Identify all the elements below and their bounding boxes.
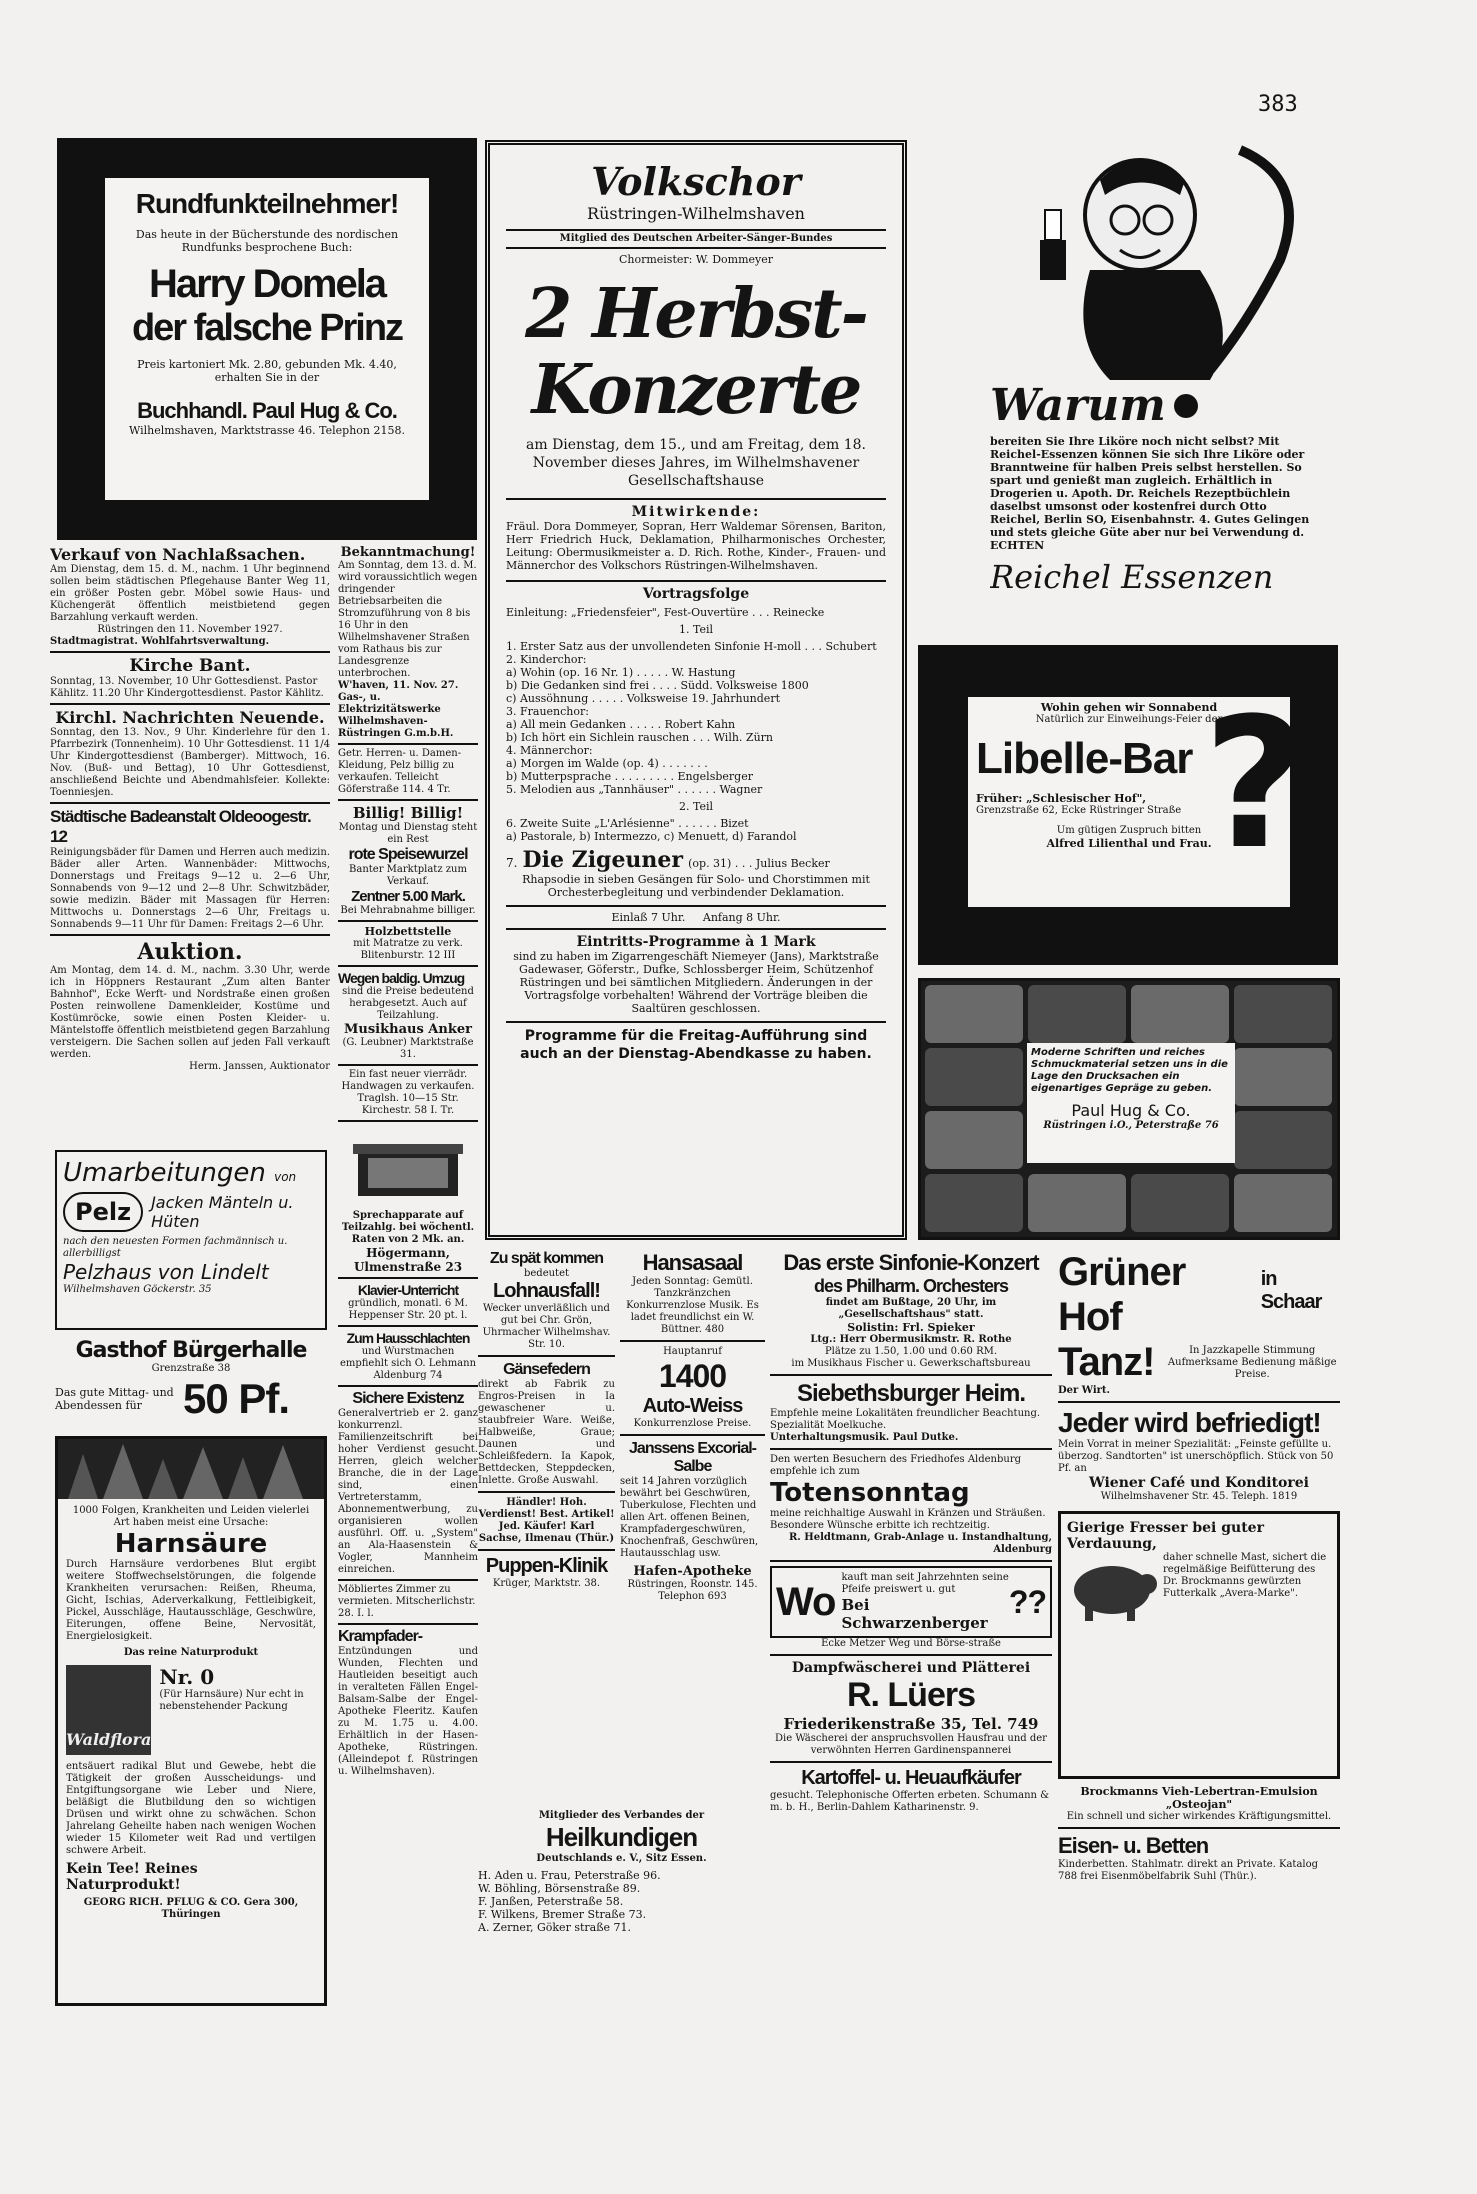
bottom-col6 <box>1058 1250 1340 2010</box>
sieben: Siebethsburger Heim. <box>796 1380 1026 1407</box>
wegen-text: sind die Preise bedeutend herabgesetzt. Auch auf Teilzahlung. <box>342 986 474 1021</box>
warum-dot <box>1174 394 1198 418</box>
pelz-von: von <box>274 1170 297 1184</box>
einleitung: Einleitung: „Friedensfeier", Fest-Ouvertüre . . . Reinecke <box>506 606 825 619</box>
volkschor-member: Mitglied des Deutschen Arbeiter-Sänger-Bundes <box>506 229 886 249</box>
eisen-title: Eisen- u. Betten <box>1058 1833 1209 1858</box>
wiener: Wiener Café und Konditorei <box>1089 1475 1309 1491</box>
heilkundiger-entry: W. Böhling, Börsenstraße 89. <box>478 1882 641 1895</box>
zigeuner-op: (op. 31) . . . Julius Becker <box>688 857 830 870</box>
volkschor-footer: Programme für die Freitag-Aufführung sind auch an der Dienstag-Abendkasse zu haben. <box>520 1028 872 1062</box>
headline1: 2 Herbst- <box>525 274 867 354</box>
volkschor-place: Rüstringen-Wilhelmshaven <box>587 204 805 223</box>
heil-list <box>478 1869 765 1934</box>
wo-big: Wo <box>776 1579 836 1624</box>
programm-title: Vortragsfolge <box>642 586 750 602</box>
wecker: Wecker unverläßlich und gut bei Chr. Grön, Uhrmacher Wilhelmshav. Str. 10. <box>482 1303 611 1350</box>
libelle-intro: Natürlich zur Einweihungs-Feier der <box>1035 714 1223 725</box>
gasthof-addr: Grenzstraße 38 <box>151 1363 231 1374</box>
haus: Zum Hausschlachten <box>346 1330 470 1346</box>
totensonntag: Totensonntag <box>770 1478 970 1508</box>
programme-list-2 <box>506 817 886 843</box>
ornament-tile <box>1131 1174 1229 1232</box>
ornament-tile <box>1028 1174 1126 1232</box>
heilkundiger-entry: A. Zerner, Göker straße 71. <box>478 1921 632 1934</box>
wegen: Wegen baldig. Umzug <box>338 970 465 986</box>
auto-number: 1400 <box>658 1358 727 1394</box>
jeder: Jeder wird befriedigt! <box>1058 1407 1321 1438</box>
bottom-col4 <box>620 1250 765 1810</box>
sprech: Sprechapparate auf Teilzahlg. bei wöchentl. Raten von 2 Mk. an. <box>341 1210 475 1245</box>
zigeuner-title: Die Zigeuner <box>522 847 684 873</box>
kramp: Krampfader- <box>338 1628 423 1645</box>
warum-title: Warum <box>990 380 1166 431</box>
nachr-title: Kirchl. Nachrichten Neuende. <box>55 708 325 727</box>
brockmann-sub: Ein schnell und sicher wirkendes Kräftigungsmittel. <box>1066 1811 1332 1822</box>
gruener: Grüner Hof <box>1058 1250 1186 1339</box>
speise: rote Speisewurzel <box>348 846 468 863</box>
heilkundiger-entry: F. Janßen, Peterstraße 58. <box>478 1895 624 1908</box>
hansa-title: Hansasaal <box>642 1250 743 1275</box>
headline2: Konzerte <box>531 350 861 430</box>
book-author: Harry Domela <box>148 262 386 306</box>
verkauf-text: Am Dienstag, dem 15. d. M., nachm. 1 Uhr beginnend sollen beim städtischen Pflegehause Banter Weg 11, ein größer Posten gebr. Möbel sowie Haus- und Küchengerät öffentlich meistbietend gegen Barzahlung verkauft werden. <box>50 564 330 623</box>
sieben-sig: Unterhaltungsmusik. Paul Dutke. <box>770 1432 959 1443</box>
pelz-ad <box>55 1150 327 1330</box>
hafen: Hafen-Apotheke <box>633 1564 752 1579</box>
hafen-text: Rüstringen, Roonstr. 145. Telephon 693 <box>627 1579 758 1602</box>
heilkundige-ad <box>478 1810 765 2010</box>
col1-notices <box>50 545 330 1145</box>
libelle-owners: Alfred Lilienthal und Frau. <box>1046 837 1212 850</box>
reichel-brand: Reichel Essenzen <box>990 558 1274 596</box>
volkschor-chorleiter: Chormeister: W. Dommeyer <box>618 253 774 266</box>
gramophone-icon <box>343 1126 473 1206</box>
brockmann: Brockmanns Vieh-Lebertran-Emulsion „Osteojan" <box>1080 1785 1318 1811</box>
auktion-text: Am Montag, dem 14. d. M., nachm. 3.30 Uhr, werde ich in Höppners Restaurant „Zum alten Banter Bahnhof", Ecke Werft- und Nordstraße einen großen Posten reinwollene Damenkleider, Kostüme und Kostümröcke, sowie einen Posten Kleider- u. Mäntelstoffe öffentlich meistbietend gegen Barzahlung versteigern. Die Sachen sollen auf jeden Fall verkauft werden. <box>50 965 330 1060</box>
bekannt-title: Bekanntmachung! <box>340 545 476 560</box>
book-title: der falsche Prinz <box>131 307 403 349</box>
rundfunk-ad <box>57 138 477 540</box>
einlass: Einlaß 7 Uhr. Anfang 8 Uhr. <box>611 911 781 924</box>
bade-title: Städtische Badeanstalt Oldeoogestr. 12 <box>50 807 311 846</box>
pig-icon <box>1067 1552 1157 1622</box>
programme-item: b) Mutterpsprache . . . . . . . . . Engelsberger <box>506 770 753 783</box>
daempf: Dampfwäscherei und Plätterei <box>791 1660 1031 1676</box>
paulhug-text: Moderne Schriften und reiches Schmuckmaterial setzen uns in die Lage den Drucksachen ein eigenartiges Gepräge zu geben. <box>1031 1047 1228 1094</box>
wo-q: ?? <box>1008 1583 1046 1620</box>
pelz-items: Jacken Mänteln u. Hüten <box>151 1193 294 1231</box>
auto-name: Auto-Weiss <box>642 1395 743 1417</box>
zentner-sub: Bei Mehrabnahme billiger. <box>340 905 476 916</box>
sinf-leitung: Ltg.: Herr Obermusikmstr. R. Rothe <box>810 1334 1012 1345</box>
programme-item: c) Aussöhnung . . . . . Volksweise 19. Jahrhundert <box>506 692 780 705</box>
pelz-title: Umarbeitungen <box>63 1158 266 1188</box>
kartoffel-text: gesucht. Telephonische Offerten erbeten. Schumann & m. b. H., Berlin-Dahlem Katharinenstr. 9. <box>770 1790 1050 1813</box>
handwagen-addr: Traglsh. 10—15 Str. Kirchestr. 58 I. Tr. <box>357 1093 459 1116</box>
bade-text: Reinigungsbäder für Damen und Herren auch medizin. Bäder aller Arten. Wannenbäder: Mittwochs, Donnerstags und Freitags 9—12 u. 2—6 Uhr, Sonnabends von 9—12 und 2—8 Uhr. Schwitzbäder, sowie medizin. Bäder mit Massagen für Herren: Mittwochs u. Donnerstags 2—6 Uhr, Freitags u. Sonnabends 9—11 Uhr für Damen: Freitags 2—6 Uhr. <box>50 847 330 930</box>
bekannt-sig: W'haven, 11. Nov. 27. Gas-, u. Elektrizitätswerke Wilhelmshaven-Rüstringen G.m.b.H. <box>338 680 459 739</box>
programme-item: b) Die Gedanken sind frei . . . . Südd. Volksweise 1800 <box>506 679 809 692</box>
harn-remedy: Das reine Naturprodukt <box>123 1647 259 1658</box>
gasthof-ad <box>55 1338 327 1430</box>
sichere-text: Generalvertrieb er 2. ganz konkurrenzl. Familienzeitschrift bei hoher Verdienst gesucht. Herren, gleich welcher Branche, die in der Lage sind, einen Vertreterstamm, Abonnementwerbung, zu organisieren wollen ausführl. Off. u. „System" an Ala-Haasenstein & Vogler, Mannheim einreichen. <box>338 1408 478 1575</box>
ornament-tile <box>925 1174 1023 1232</box>
mitwirkende-title: Mitwirkende: <box>631 504 761 520</box>
hansa-text: Jeden Sonntag: Gemütl. Tanzkränzchen Konkurrenzlose Musik. Es ladet freundlichst ein W. Büttner. 480 <box>626 1276 759 1335</box>
programme-item: 3. Frauenchor: <box>506 705 589 718</box>
volkschor-dates: am Dienstag, dem 15., und am Freitag, dem 18. November dieses Jahres, im Wilhelmshavener Gesellschaftshause <box>526 437 866 489</box>
musik-addr: (G. Leubner) Marktstraße 31. <box>342 1037 474 1060</box>
heil-top: Mitglieder des Verbandes der <box>538 1810 705 1821</box>
volkschor-ad: Volkschor Rüstringen-Wilhelmshaven Mitglied des Deutschen Arbeiter-Sänger-Bundes Chormeister: W. Dommeyer 2 Herbst- Konzerte am Dienstag, dem 15., und am Freitag, dem 18. November dieses Jahres, im Wilhelmshavener Gesellschaftshause Mitwirkende: Fräul. Dora Dommeyer, Sopran, Herr Waldemar Sörensen, Bariton, Herr Friedrich Huck, Deklamation, Philharmonisches Orchester, Leitung: Obermusikmeister a. D. Rich. Rothe, Kinder-, Frauen- und Männerchor des Volkschors Rüstringen-Wilhelmshaven. Vortragsfolge Einleitung: „Friedensfeier", Fest-Ouvertüre . . . Reinecke 1. Teil 1. Erster Satz aus der unvollendeten Sinfonie H-moll . . . Schubert 2. Kinderchor: a) Wohin (op. 16 Nr. 1) . . . . . W. Hastung b) Die Gedanken sind frei . . . . Südd. Volksweise 1800 c) Aussöhnung . . . . . Volksweise 19. Jahrhundert 3. Frauenchor: a) All mein Gedanken . . . . . Robert Kahn b) Ich hört ein Sichlein rauschen . . . Wilh. Zürn 4. Männerchor: a) Morgen im Walde (op. 4) . . . . . . . b) Mutterpsprache . . . . . . . . . Engelsberger 5. Melodien aus „Tannhäuser" . . . . . . Wagner 2. Teil 6. Zweite Suite „L'Arlésienne" . . . . . . Bizet a) Pastorale, b) Intermezzo, c) Menuett, d) Farandol 7. Die Zigeuner (op. 31) . . . Julius Becker Rhapsodie in sieben Gesängen für Solo- und Chorstimmen mit Orchesterbegleitung und verbindender Deklamation. Einlaß 7 Uhr. Anfang 8 Uhr. Eintritts-Programme à 1 Mark sind zu haben im Zigarrengeschäft Niemeyer (Jans), Marktstraße Gadewaser, Göferstr., Dufke, Schlossberger Heim, Schützenhof Rüstringen und bei sämtlichen Mitgliedern. Änderungen in der Vortragsfolge vorbehalten! Während der Vorträge bleiben die Saaltüren geschlossen. Programme für die Freitag-Aufführung sind auch an der Dienstag-Abendkasse zu haben. <box>485 140 907 1240</box>
hauptanruf: Hauptanruf <box>663 1346 722 1357</box>
auktion-sig: Herm. Janssen, Auktionator <box>189 1061 330 1072</box>
reichel-ad <box>960 140 1340 640</box>
haus-text: und Wurstmachen empfiehlt sich O. Lehmann Aldenburg 74 <box>339 1346 477 1381</box>
ornament-tile <box>1234 985 1332 1043</box>
pelz-brand: Pelz <box>63 1192 143 1232</box>
col2-notices <box>338 545 478 2005</box>
musikhaus: Musikhaus Anker <box>344 1022 472 1037</box>
libelle-invite: Um gütigen Zuspruch bitten <box>1056 825 1202 836</box>
klavier: Klavier-Unterricht <box>357 1282 459 1298</box>
gierig-text: daher schnelle Mast, sichert die regelmäßige Beifütterung des Dr. Brockmanns gewürzten Futterkalk „Avera-Marke". <box>1163 1552 1327 1599</box>
bottom-col5 <box>770 1250 1052 2010</box>
wo-addr: Ecke Metzer Weg und Börse-straße <box>821 1638 1001 1649</box>
handwagen: Ein fast neuer vierrädr. Handwagen zu verkaufen. <box>341 1069 475 1092</box>
speise-sub: Banter Marktplatz zum Verkauf. <box>349 864 467 887</box>
sinf-title: Das erste Sinfonie-Konzert <box>783 1250 1039 1275</box>
wiener-addr: Wilhelmshavener Str. 45. Teleph. 1819 <box>1100 1491 1298 1502</box>
puppen-addr: Krüger, Marktstr. 38. <box>492 1578 601 1589</box>
ornament-tile <box>925 985 1023 1043</box>
forest-illustration <box>58 1439 324 1499</box>
libelle-question: Wohin gehen wir Sonnabend <box>1040 701 1218 714</box>
kirche-text: Sonntag, 13. November, 10 Uhr Gottesdienst. Pastor Kählitz. 11.20 Uhr Kindergottesdienst. Pastor Kählitz. <box>50 676 324 699</box>
verkauf-title: Verkauf von Nachlaßsachen. <box>50 545 306 564</box>
zentner: Zentner 5.00 Mark. <box>351 888 465 905</box>
hoeger: Högermann, Ulmenstraße 23 <box>353 1246 463 1274</box>
eintritt: Eintritts-Programme à 1 Mark <box>576 934 816 950</box>
harn-text: Durch Harnsäure verdorbenes Blut ergibt weitere Stoffwechselstörungen, die folgende Krankheiten verursachen: Reißen, Rheuma, Gicht, Ischias, Aderverkalkung, Fettleibigkeit, Pickel, Ausschläge, Hautausschläge, Geschwüre, Eiterungen, offene Beine, Nervosität, Energielosigkeit. <box>66 1559 316 1642</box>
wo-top: kauft man seit Jahrzehnten seine Pfeife preiswert u. gut <box>841 1572 1009 1595</box>
toten-intro: Den werten Besuchern des Friedhofes Aldenburg empfehle ich zum <box>770 1454 1022 1477</box>
zigeuner-desc: Rhapsodie in sieben Gesängen für Solo- und Chorstimmen mit Orchesterbegleitung und verbindender Deklamation. <box>522 873 870 899</box>
programme-item: a) Morgen im Walde (op. 4) . . . . . . . <box>506 757 708 770</box>
waldflora-package <box>66 1665 151 1755</box>
harn-title: Harnsäure <box>114 1529 268 1559</box>
ornament-tile <box>1131 985 1229 1043</box>
billig-text: Montag und Dienstag steht ein Rest <box>338 822 478 845</box>
jeder-text: Mein Vorrat in meiner Spezialität: „Feinste gefüllte u. überzog. Sandtorten" ist unerschöpflich. Stück von 50 Pf. an <box>1058 1439 1334 1474</box>
tanz: Tanz! <box>1058 1340 1155 1384</box>
sinf-solist: Solistin: Frl. Spieker <box>847 1321 975 1334</box>
bekannt-text: Am Sonntag, dem 13. d. M. wird voraussichtlich wegen dringender Betriebsarbeiten die Stromzuführung von 8 bis 16 Uhr in den Wilhelmshavener Straßen vom Rathaus bis zur Landesgrenze unterbrochen. <box>338 560 478 679</box>
gasthof-title: Gasthof Bürgerhalle <box>75 1338 307 1363</box>
paulhug-name: Paul Hug & Co. <box>1071 1101 1191 1120</box>
pelz-addr: Wilhelmshaven Göckerstr. 35 <box>63 1284 212 1295</box>
harn-kein: Kein Tee! Reines Naturprodukt! <box>66 1861 198 1893</box>
bookshop-name: Buchhandl. Paul Hug & Co. <box>137 398 397 423</box>
gruener-sig: Der Wirt. <box>1058 1385 1111 1396</box>
sinf-text: findet am Bußtage, 20 Uhr, im „Gesellschaftshaus" statt. <box>825 1297 997 1320</box>
heil-title: Heilkundigen <box>545 1822 698 1852</box>
libelle-ad <box>918 645 1338 965</box>
page-number: 383 <box>1258 92 1298 117</box>
harn-tail: entsäuert radikal Blut und Gewebe, hebt die Tätigkeit der großen Ausscheidungs- und Entgiftungsorgane wie Leber und Niere, beläßigt die Blutbildung den so wichtigen Drüsen und wirkt ohne zu schwächen. Schon Jahrelang Geheilte haben nach wenigen Wochen wieder 15 Kilometer weit Rad und vertilgen schwere Arbeit. <box>66 1761 316 1856</box>
in-schaar: in Schaar <box>1260 1268 1322 1313</box>
waldflora-label: Waldflora <box>66 1730 152 1749</box>
programme-item: b) Ich hört ein Sichlein rauschen . . . Wilh. Zürn <box>506 731 773 744</box>
auto-sub: Konkurrenzlose Preise. <box>633 1418 752 1429</box>
paulhug-ad <box>918 978 1340 1240</box>
harn-footer: GEORG RICH. PFLUG & CO. Gera 300, Thüringen <box>83 1897 299 1920</box>
holz-text: mit Matratze zu verk. Blitenburstr. 12 III <box>353 938 463 961</box>
holz-title: Holzbettstelle <box>364 925 452 938</box>
programme-item: 1. Erster Satz aus der unvollendeten Sinfonie H-moll . . . Schubert <box>506 640 877 653</box>
reichel-text: bereiten Sie Ihre Liköre noch nicht selbst? Mit Reichel-Essenzen können Sie sich Ihre Liköre oder Branntweine für halben Preis selbst herstellen. So spart und genießt man zugleich. Erhältlich in Drogerien u. Apoth. Dr. Reichels Rezeptbüchlein daselbst umsonst oder kostenfrei durch Otto Reichel, Berlin SO, Eisenbahnstr. 4. Gutes Gelingen und stets gleiche Güte aber nur bei Verwendung d. ECHTEN <box>990 435 1310 552</box>
heilkundiger-entry: F. Wilkens, Bremer Straße 73. <box>478 1908 647 1921</box>
bookshop-address: Wilhelmshaven, Marktstrasse 46. Telephon 2158. <box>129 424 405 437</box>
sinf-prices: Plätze zu 1.50, 1.00 und 0.60 RM. <box>824 1346 998 1357</box>
programme-item: a) Pastorale, b) Intermezzo, c) Menuett, d) Farandol <box>506 830 797 843</box>
gaense-text: direkt ab Fabrik zu Engros-Preisen in Ia gewaschener u. staubfreier Ware. Weiße, Halbweiße, Graue; Daunen und Schleißfedern. Ia Kapok, Bettdecken, Steppdecken, Inlette. Große Auswahl. <box>478 1379 615 1486</box>
teil1: 1. Teil <box>678 623 714 636</box>
kramp-text: Entzündungen und Wunden, Flechten und Hautleiden beseitigt auch in veralteten Fällen Engel-Balsam-Salbe der Engel-Apotheke Fleeritz. Kaufen zu M. 1.75 u. 4.00. Erhältlich in der Hasen-Apotheke, Rüstringen. (Alleindepot f. Rüstringen u. Wilhelmshaven). <box>338 1646 478 1777</box>
toten-text: meine reichhaltige Auswahl in Kränzen und Sträußen. Besondere Wünsche erbitte ich rechtzeitig. <box>770 1508 1046 1531</box>
volkschor-title: Volkschor <box>591 159 801 204</box>
spaet-sub: bedeutet <box>523 1268 570 1279</box>
wo-shop: Bei Schwarzenberger <box>841 1596 988 1632</box>
libelle-address: Grenzstraße 62, Ecke Rüstringer Straße <box>976 805 1182 816</box>
janssen: Janssens Excorial-Salbe <box>629 1440 756 1475</box>
janssen-text: seit 14 Jahren vorzüglich bewährt bei Geschwüren, Tuberkulose, Flechten und allen Art. offenen Beinen, Krampfadergeschwüren, Knochenfraß, Geschwüren, Hautausschlag usw. <box>620 1476 759 1559</box>
moebl: Möbliertes Zimmer zu vermieten. Mitscherlichstr. 28. I. l. <box>338 1584 476 1619</box>
ornament-tile <box>1234 1111 1332 1169</box>
book-price: Preis kartoniert Mk. 2.80, gebunden Mk. 4.40, erhalten Sie in der <box>137 358 397 384</box>
haendler: Händler! Hoh. Verdienst! Best. Artikel! Jed. Käufer! Karl Sachse, Ilmenau (Thür.) <box>478 1497 615 1544</box>
verkauf-date: Rüstringen den 11. November 1927. <box>97 624 283 635</box>
spaet-title: Zu spät kommen <box>489 1250 604 1267</box>
programme-item: a) Wohin (op. 16 Nr. 1) . . . . . W. Hastung <box>506 666 736 679</box>
sinf-vvk: im Musikhaus Fischer u. Gewerkschaftsbureau <box>791 1358 1031 1369</box>
pelz-sub: nach den neuesten Formen fachmännisch u. allerbilligst <box>63 1236 288 1259</box>
ornament-tile <box>1028 985 1126 1043</box>
verkauf-sig: Stadtmagistrat. Wohlfahrtsverwaltung. <box>50 636 270 647</box>
luers-text: Die Wäscherei der anspruchsvollen Hausfrau und der verwöhnten Herren Gardinenspannerei <box>775 1733 1047 1756</box>
programme-list <box>506 640 886 796</box>
lohnausfall: Lohnausfall! <box>493 1280 600 1302</box>
programme-item: 6. Zweite Suite „L'Arlésienne" . . . . . . Bizet <box>506 817 749 830</box>
tanz-text: In Jazzkapelle Stimmung Aufmerksame Bedienung mäßige Preise. <box>1167 1344 1337 1380</box>
nr-label: Nr. 0 <box>159 1665 215 1689</box>
toten-sig: R. Heldtmann, Grab-Anlage u. Instandhaltung, Aldenburg <box>789 1532 1052 1555</box>
nr-sub: (Für Harnsäure) Nur echt in nebenstehender Packung <box>159 1689 304 1712</box>
luers: R. Lüers <box>846 1676 976 1714</box>
nachr-text: Sonntag, den 13. Nov., 9 Uhr. Kinderlehre für den 1. Pfarrbezirk (Tonnenheim). 10 Uhr Gottesdienst. 11 1/4 Uhr Kindergottesdienst (Bamberger). Mittwoch, 16. Nov. (Buß- und Bettag), 10 Uhr Gottesdienst, anschließend Beichte und Abendmahlsfeier. Kollekte: Toenniesjen. <box>50 727 330 798</box>
billig-title: Billig! Billig! <box>352 804 464 822</box>
paulhug-city: Rüstringen i.O., Peterstraße 76 <box>1043 1120 1219 1131</box>
kirche-title: Kirche Bant. <box>129 656 251 676</box>
gierig: Gierige Fresser bei guter Verdauung, <box>1067 1520 1264 1552</box>
klavier-text: gründlich, monatl. 6 M. Heppenser Str. 20 pt. l. <box>348 1298 468 1321</box>
teil2: 2. Teil <box>678 800 714 813</box>
gasthof-price: 50 Pf. <box>183 1375 290 1422</box>
harn-top: 1000 Folgen, Krankheiten und Leiden vielerlei Art haben meist eine Ursache: <box>72 1505 310 1528</box>
herren-text: Getr. Herren- u. Damen-Kleidung, Pelz billig zu verkaufen. Telleicht Göferstraße 114. 4 Tr. <box>338 748 462 795</box>
sichere: Sichere Existenz <box>352 1390 464 1407</box>
gasthof-text: Das gute Mittag- und Abendessen für <box>55 1386 174 1412</box>
pelz-shop: Pelzhaus von Lindelt <box>63 1260 269 1284</box>
programme-item: 5. Melodien aus „Tannhäuser" . . . . . . Wagner <box>506 783 763 796</box>
rundfunk-intro: Das heute in der Bücherstunde des nordischen Rundfunks besprochene Buch: <box>135 228 399 254</box>
ornament-tile <box>1234 1048 1332 1106</box>
libelle-former: Früher: „Schlesischer Hof", <box>976 792 1147 805</box>
rundfunk-title: Rundfunkteilnehmer! <box>135 188 399 219</box>
heilkundiger-entry: H. Aden u. Frau, Peterstraße 96. <box>478 1869 661 1882</box>
auktion-title: Auktion. <box>137 939 243 965</box>
puppen: Puppen-Klinik <box>485 1555 608 1577</box>
drinking-man-illustration <box>1010 140 1310 390</box>
vorverkauf: sind zu haben im Zigarrengeschäft Niemeyer (Jans), Marktstraße Gadewaser, Göferstr., Dufke, Schlossberger Heim, Schützenhof Rüstringen und bei sämtlichen Mitgliedern. Änderungen in der Vortragsfolge vorbehalten! Während der Vorträge bleiben die Saaltüren geschlossen. <box>513 950 879 1015</box>
libelle-name: Libelle-Bar <box>976 734 1193 783</box>
programme-item: a) All mein Gedanken . . . . . Robert Kahn <box>506 718 736 731</box>
programme-item: 4. Männerchor: <box>506 744 593 757</box>
harnsaeure-ad <box>55 1436 327 2006</box>
heil-sub: Deutschlands e. V., Sitz Essen. <box>536 1853 707 1864</box>
sinf-sub: des Philharm. Orchesters <box>813 1276 1009 1296</box>
ornament-tile <box>925 1048 1023 1106</box>
sieben-text: Empfehle meine Lokalitäten freundlicher Beachtung. Spezialität Moelkuche. <box>770 1408 1041 1431</box>
programme-item: 2. Kinderchor: <box>506 653 587 666</box>
ornament-tile <box>925 1111 1023 1169</box>
question-mark-icon: ? <box>1203 685 1308 885</box>
kartoffel: Kartoffel- u. Heuaufkäufer <box>801 1767 1021 1789</box>
ornament-tile <box>1234 1174 1332 1232</box>
eisen-text: Kinderbetten. Stahlmatr. direkt an Private. Katalog 788 frei Eisenmöbelfabrik Suhl (Thür.). <box>1058 1859 1319 1882</box>
luers-addr: Friederikenstraße 35, Tel. 749 <box>783 1715 1039 1733</box>
gaense: Gänsefedern <box>503 1361 590 1378</box>
mitwirkende: Fräul. Dora Dommeyer, Sopran, Herr Waldemar Sörensen, Bariton, Herr Friedrich Huck, Deklamation, Philharmonisches Orchester, Leitung: Obermusikmeister a. D. Rich. Rothe, Kinder-, Frauen- und Männerchor des Volkschors Rüstringen-Wilhelmshaven. <box>506 520 886 572</box>
